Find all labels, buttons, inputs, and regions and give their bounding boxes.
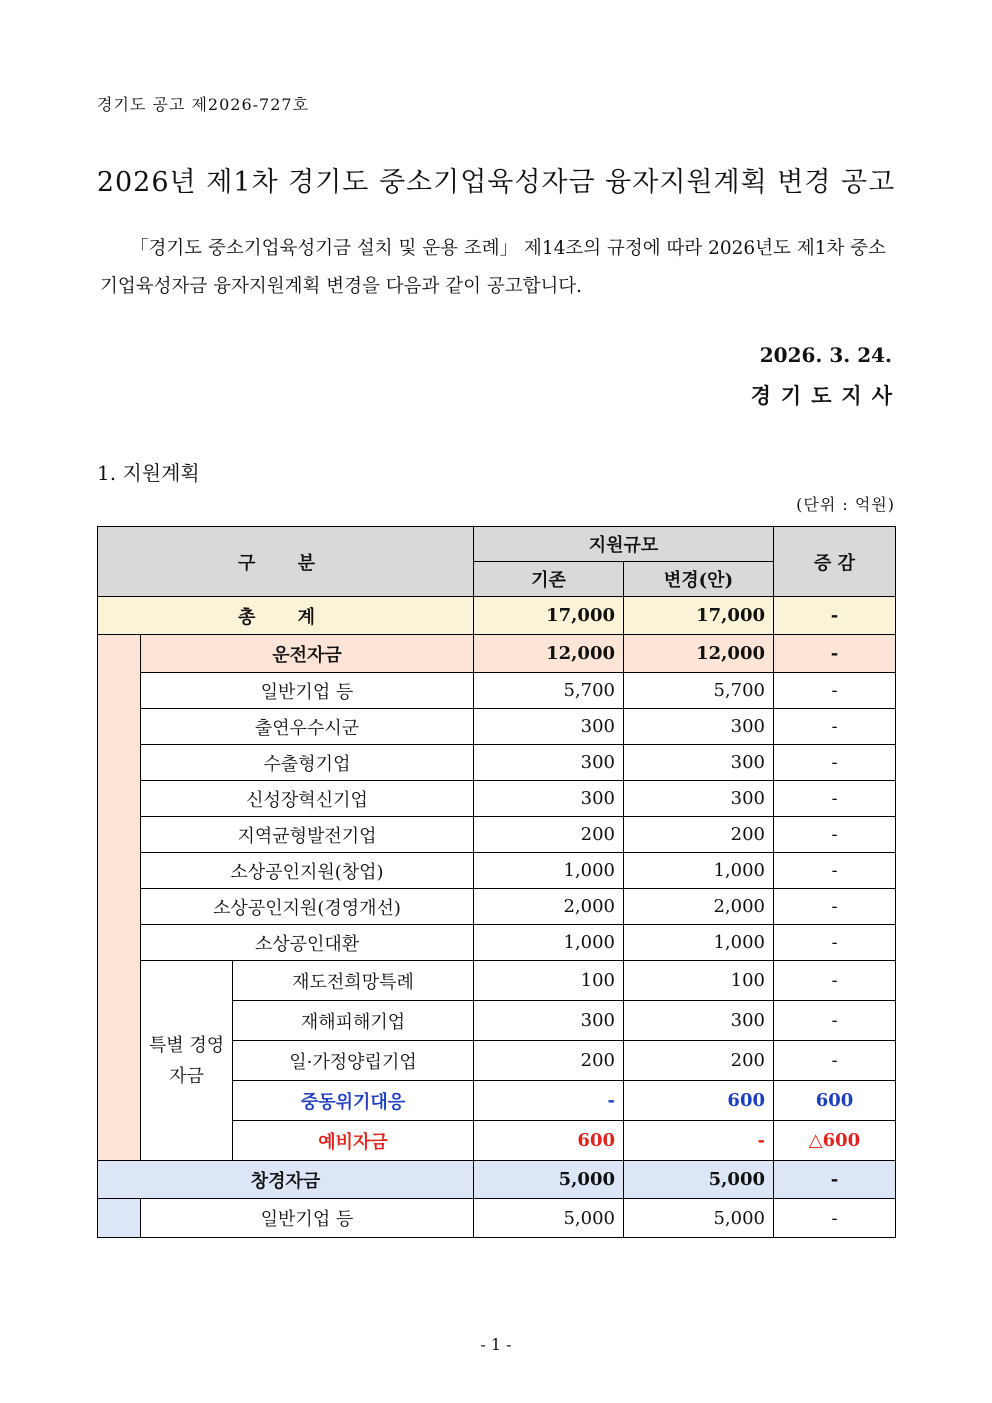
row-changed: 100 <box>624 961 774 1001</box>
header-existing: 기존 <box>474 562 624 597</box>
row-existing: 1,000 <box>474 925 624 961</box>
row-diff: - <box>774 961 896 1001</box>
notice-date: 2026. 3. 24. <box>759 343 892 367</box>
table-row-operating <box>98 635 896 673</box>
row-changed: 300 <box>624 745 774 781</box>
row-diff: - <box>774 745 896 781</box>
operating-diff: - <box>774 635 896 673</box>
table-row <box>98 961 896 1001</box>
row-changed: 300 <box>624 1001 774 1041</box>
row-changed: 5,700 <box>624 673 774 709</box>
row-changed: - <box>624 1121 774 1161</box>
table-row <box>98 1199 896 1238</box>
unit-label: (단위 : 억원) <box>796 495 895 514</box>
header-category: 구 분 <box>98 527 474 597</box>
row-diff: - <box>774 1041 896 1081</box>
total-label: 총 계 <box>98 597 474 635</box>
facility-side <box>98 1199 141 1238</box>
facility-changed: 5,000 <box>624 1161 774 1199</box>
row-existing: 5,700 <box>474 673 624 709</box>
row-changed: 600 <box>624 1081 774 1121</box>
row-existing: 600 <box>474 1121 624 1161</box>
row-existing: 200 <box>474 817 624 853</box>
row-changed: 5,000 <box>624 1199 774 1238</box>
row-existing: 2,000 <box>474 889 624 925</box>
row-label: 예비자금 <box>233 1121 474 1161</box>
row-label: 일·가정양립기업 <box>233 1041 474 1081</box>
row-existing: 300 <box>474 709 624 745</box>
table-row <box>98 853 896 889</box>
row-label: 출연우수시군 <box>141 709 474 745</box>
row-label: 소상공인지원(창업) <box>141 853 474 889</box>
table-row <box>98 889 896 925</box>
row-changed: 1,000 <box>624 853 774 889</box>
notice-number: 경기도 공고 제2026-727호 <box>97 95 310 114</box>
row-diff: 600 <box>774 1081 896 1121</box>
row-existing: 100 <box>474 961 624 1001</box>
row-existing: - <box>474 1081 624 1121</box>
row-changed: 300 <box>624 709 774 745</box>
header-diff: 증 감 <box>774 527 896 597</box>
operating-label: 운전자금 <box>141 635 474 673</box>
row-label: 재해피해기업 <box>233 1001 474 1041</box>
row-diff: - <box>774 1199 896 1238</box>
row-changed: 2,000 <box>624 889 774 925</box>
row-changed: 1,000 <box>624 925 774 961</box>
row-diff: - <box>774 709 896 745</box>
row-diff: - <box>774 1001 896 1041</box>
section-title: 1. 지원계획 <box>97 461 200 485</box>
row-label: 소상공인지원(경영개선) <box>141 889 474 925</box>
header-scale: 지원규모 <box>474 527 774 562</box>
row-label: 지역균형발전기업 <box>141 817 474 853</box>
total-existing: 17,000 <box>474 597 624 635</box>
row-diff: - <box>774 925 896 961</box>
page-title: 2026년 제1차 경기도 중소기업육성자금 융자지원계획 변경 공고 <box>96 167 896 198</box>
table-row <box>98 817 896 853</box>
row-changed: 200 <box>624 817 774 853</box>
row-label: 일반기업 등 <box>141 1199 474 1238</box>
total-diff: - <box>774 597 896 635</box>
table-row <box>98 781 896 817</box>
row-diff: - <box>774 853 896 889</box>
row-label: 재도전희망특례 <box>233 961 474 1001</box>
row-label: 신성장혁신기업 <box>141 781 474 817</box>
row-label: 중동위기대응 <box>233 1081 474 1121</box>
row-existing: 300 <box>474 745 624 781</box>
table-row-facility <box>98 1161 896 1199</box>
table-row-total <box>98 597 896 635</box>
row-diff: - <box>774 781 896 817</box>
special-label: 특별 경영 자금 <box>141 961 233 1161</box>
facility-label: 창경자금 <box>98 1161 474 1199</box>
table-row <box>98 925 896 961</box>
row-changed: 200 <box>624 1041 774 1081</box>
notice-body: 「경기도 중소기업육성기금 설치 및 운용 조례」 제14조의 규정에 따라 2026년도 제1차 중소기업육성자금 융자지원계획 변경을 다음과 같이 공고합니다. <box>100 238 886 297</box>
support-plan-table <box>97 526 896 1238</box>
signer: 경기도지사 <box>750 383 902 408</box>
operating-existing: 12,000 <box>474 635 624 673</box>
row-changed: 300 <box>624 781 774 817</box>
row-existing: 1,000 <box>474 853 624 889</box>
row-existing: 5,000 <box>474 1199 624 1238</box>
row-diff: - <box>774 817 896 853</box>
row-label: 수출형기업 <box>141 745 474 781</box>
facility-diff: - <box>774 1161 896 1199</box>
operating-changed: 12,000 <box>624 635 774 673</box>
page-number: - 1 - <box>480 1335 512 1354</box>
total-changed: 17,000 <box>624 597 774 635</box>
row-diff: - <box>774 673 896 709</box>
operating-side <box>98 635 141 1161</box>
row-diff: - <box>774 889 896 925</box>
table-row <box>98 745 896 781</box>
table-row <box>98 709 896 745</box>
row-existing: 200 <box>474 1041 624 1081</box>
row-existing: 300 <box>474 781 624 817</box>
header-changed: 변경(안) <box>624 562 774 597</box>
row-label: 소상공인대환 <box>141 925 474 961</box>
row-label: 일반기업 등 <box>141 673 474 709</box>
row-existing: 300 <box>474 1001 624 1041</box>
facility-existing: 5,000 <box>474 1161 624 1199</box>
row-diff: △600 <box>774 1121 896 1161</box>
table-row <box>98 673 896 709</box>
